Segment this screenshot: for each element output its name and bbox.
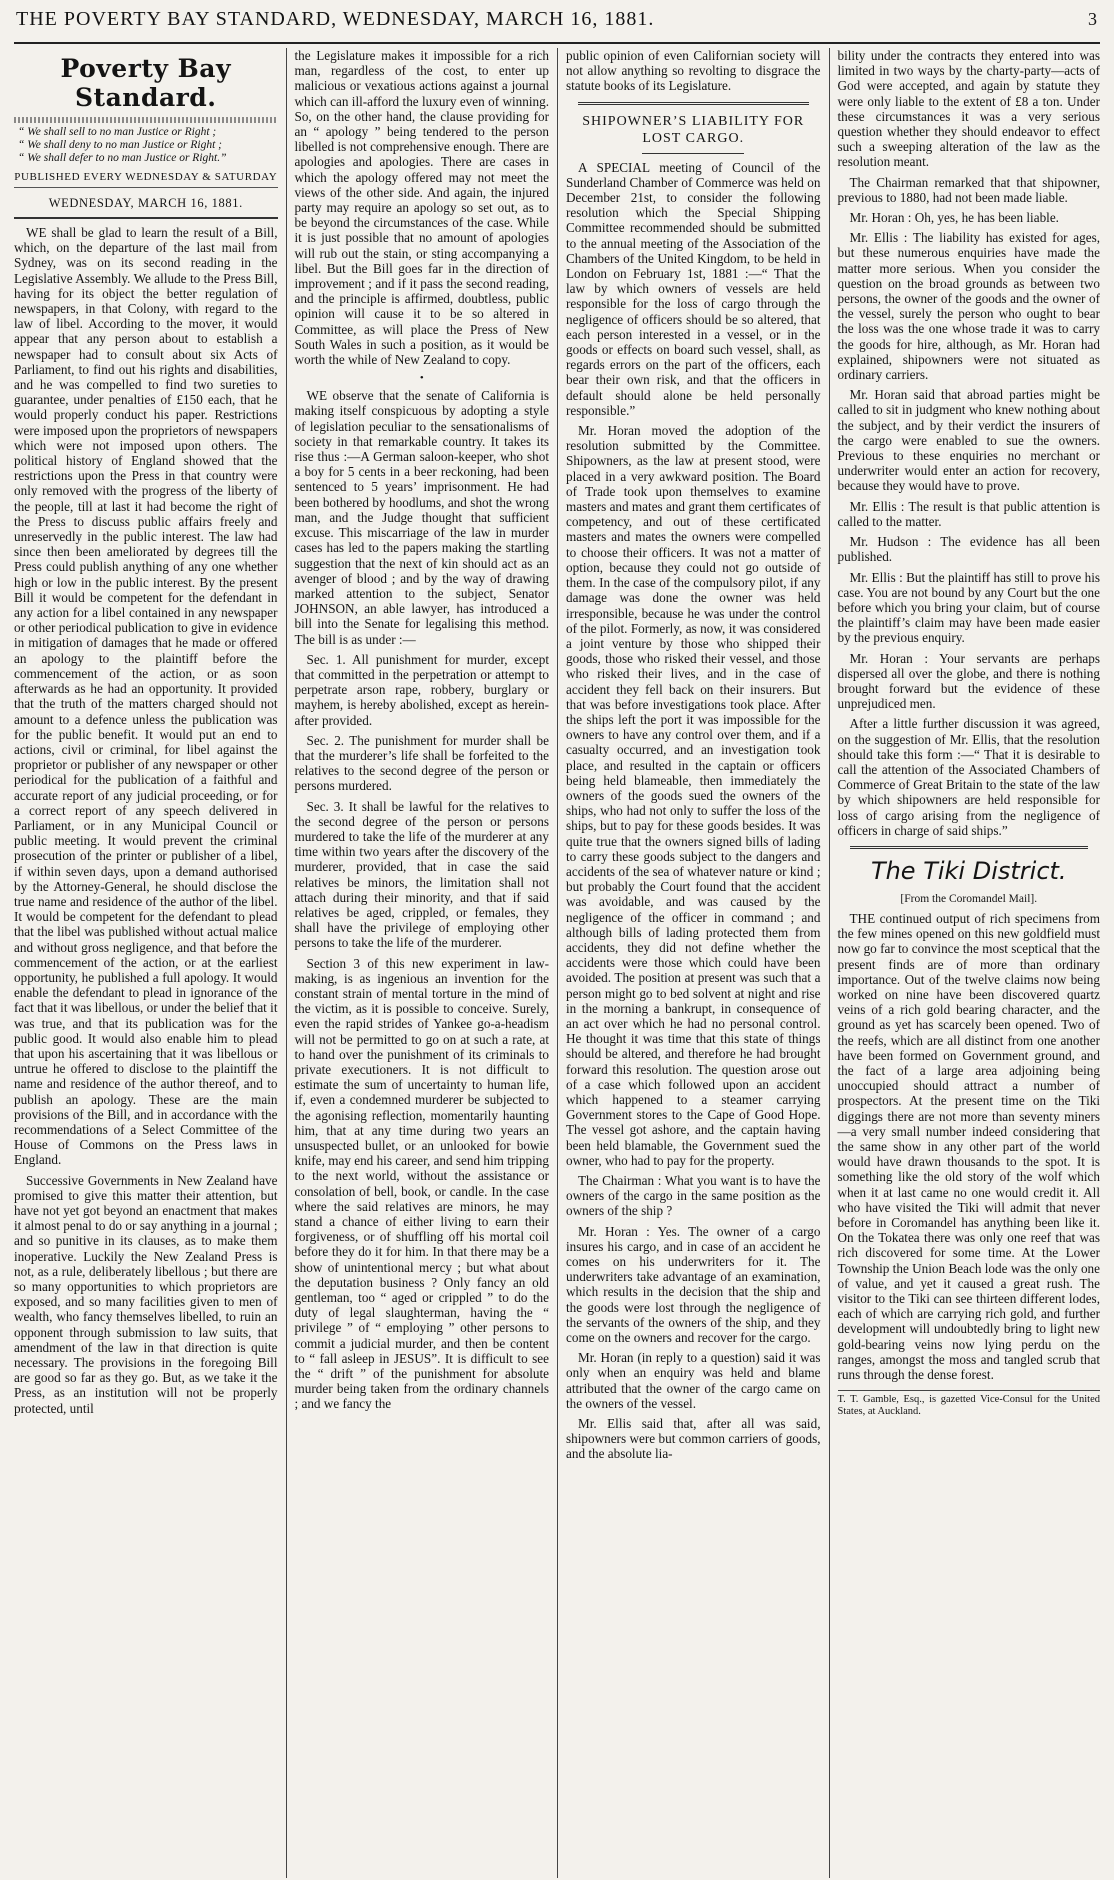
article-paragraph: Mr. Ellis said that, after all was said, shipowners were but common carriers of goods, and the absolute lia- bbox=[566, 1416, 821, 1462]
article-paragraph: After a little further discussion it was agreed, on the suggestion of Mr. Ellis, that the resolution should take this form :—“ That it is desirable to call the attention of the Associated Chambers of Commerce of Great Britain to the state of the law by which shipowners are held responsible for loss of cargo arising from the negligence of officers in charge of said ships.” bbox=[837, 716, 1100, 838]
bill-section: Sec. 2. The punishment for murder shall be that the murderer’s life shall be forfeited to the relatives to the second degree of the person or persons murdered. bbox=[294, 732, 549, 794]
bill-section: Sec. 1. All punishment for murder, except that committed in the perpetration or attempt to perpetrate arson rape, robbery, burglary or mayhem, is hereby abolished, except as herein-after provided. bbox=[294, 651, 549, 728]
columns bbox=[14, 48, 1100, 1878]
article-paragraph: Mr. Horan : Oh, yes, he has been liable. bbox=[849, 210, 1059, 226]
article-paragraph: Successive Governments in New Zealand have promised to give this matter their attention, but have not yet got beyond an enactment that makes it almost penal to do or say anything in a journal ; and so punitive in its clauses, as to make them inoperative. Luckily the New Zealand Press is not, as a rule, deliberately libellous ; but there are so many opportunities to which proprietors are exposed, and so many facilities given to men of wealth, who fancy themselves libelled, to ruin an opponent through submission to law suits, that amendment of the law in that direction is quite necessary. The provisions in the foregoing Bill are good so far as they go. But, as we take it the Press, as an institution will not be properly protected, until bbox=[14, 1172, 278, 1416]
publication-schedule: PUBLISHED EVERY WEDNESDAY & SATURDAY bbox=[14, 171, 278, 188]
article-heading: SHIPOWNER’S LIABILITY FOR LOST CARGO. bbox=[582, 113, 805, 146]
masthead-title: Poverty Bay Standard. bbox=[60, 54, 232, 112]
article-paragraph: The Chairman remarked that that shipowner, previous to 1880, had not been made liable. bbox=[837, 174, 1100, 205]
heading-rule bbox=[642, 153, 744, 154]
section-divider-icon: • bbox=[419, 372, 424, 385]
article-paragraph: Mr. Ellis : The result is that public attention is called to the matter. bbox=[837, 498, 1100, 529]
article-paragraph: Section 3 of this new experiment in law-making, is as ingenious an invention for the constant strain of mental torture in the mind of the victim, as it is possible to conceive. Surely, even the rapid strides of Yankee go-a-headism will not be permitted to go on at such a rate, at to hand over the punishment of its criminals to private executioners. It is not difficult to estimate the sum of uncertainty to human life, if, even a condemned murderer be subjected to the agonising reflection, momentarily haunting him, that at any time during two years an unsuspected bullet, or an unlooked for bowie knife, may end his career, and send him tripping to the next world, without the assistance or consolation of bell, book, or candle. In the case where the said relatives are minors, he may stand a chance of either living to earn their forgiveness, or of shuffling off his mortal coil before they do it for him. In that there may be a show of unintentional mercy ; but what about the deputation business ? Only fancy an old gentleman, too “ aged or crippled ” to do the duty of legal slaughterman, having the “ privilege ” of “ employing ” other persons to commit a judicial murder, and then be content to “ fall asleep in JESUS”. It is difficult to see the “ drift ” of the punishment for absolute murder being taken from the ordinary channels ; and we fancy the bbox=[294, 955, 549, 1412]
motto-line: “ We shall deny to no man Justice or Right ; bbox=[18, 139, 222, 151]
masthead bbox=[14, 48, 278, 219]
dateline: WEDNESDAY, MARCH 16, 1881. bbox=[14, 188, 278, 219]
article-paragraph: Mr. Horan : Your servants are perhaps dispersed all over the globe, and there is nothing brought forward but the evidence of these unprejudiced men. bbox=[837, 650, 1100, 712]
running-head bbox=[14, 8, 1100, 44]
article-paragraph: WE observe that the senate of California is making itself conspicuous by adopting a style of legislation peculiar to the sensationalisms of society in that remarkable country. It takes its rise thus :—A German saloon-keeper, who shot a boy for 5 cents in a beer reckoning, had been sentenced to 5 years’ imprisonment. He had been bothered by hoodlums, and shot the wrong man, and the Judge thought that sufficient excuse. This miscarriage of the law in murder cases has led to the papers making the startling suggestion that the next of kin should act as an avenger of blood ; and by the way of drawing marked attention to the subject, Senator JOHNSON, an able lawyer, has introduced a bill into the Senate for legalising this method. The bill is as under :— bbox=[294, 388, 549, 647]
article-paragraph: Mr. Ellis : But the plaintiff has still to prove his case. You are not bound by any Court but the one before which you bring your claim, but of course the plaintiff’s claim may have been made easier by the previous enquiry. bbox=[837, 569, 1100, 646]
article-paragraph: the Legislature makes it impossible for a rich man, regardless of the cost, to enter up malicious or vexatious actions against a journal which can ill-afford the luxury even of winning. So, on the other hand, the clause providing for an “ apology ” being tendered to the person libelled is not comprehensive enough. There are apologies and apologies. There are cases in which the apology offered may not meet the views of the other side. And again, the injured party may require an apology so set out, as to be beyond the circumstances of the case. While it is just possible that no amount of apologies will rub out the stain, or sting accompanying a libel. But the Bill goes far in the direction of improvement ; and if it pass the second reading, and the principle is affirmed, doubtless, public opinion will cause it to be so altered in Committee, as will place the Press of New South Wales in such a position, as it would be worth the while of New Zealand to copy. bbox=[294, 48, 549, 368]
article-paragraph: THE continued output of rich specimens from the few mines opened on this new goldfield must now go far to convince the most sceptical that the present finds are of more than ordinary importance. Out of the twelve claims now being worked on nine have been discovered quartz veins of a rich gold bearing character, and the ground as yet has scarcely been opened. Two of the reefs, which are all distinct from one another have been formed on Government ground, and the fact of a large area adjoining being unoccupied should attract a number of prospectors. At the present time on the Tiki diggings there are not more than seventy miners—a very small number indeed considering that the same show in any other part of the world would have drawn thousands to the spot. It is something like the old story of the wolf which when it at last came no one would credit it. All who have visited the Tiki will admit that never before in Coromandel has anything been like it. On the Tokatea there was only one reef that was rich discovered for some time. At the Lower Township the Union Beach lode was the only one of value, and yet it caused a great rush. The visitor to the Tiki can see thirteen different lodes, each of which are carrying rich gold, and further development will undoubtedly bring to light new gold-bearing veins now lying perdu on the ranges, amongst the moss and tangled scrub that runs through the dense forest. bbox=[837, 910, 1100, 1383]
column-4 bbox=[829, 48, 1101, 1878]
bill-section: Sec. 3. It shall be lawful for the relatives to the second degree of the person or persons murdered to take the life of the murderer at any time within two years after the discovery of the murderer, provided, that in case the said relatives be minors, the limitation shall not attach during their minority, and that if said relatives be aged, crippled, or females, they shall have the privilege of employing other persons to take the life of the murderer. bbox=[294, 798, 549, 951]
page-number: 3 bbox=[1088, 9, 1098, 29]
article-paragraph: Mr. Hudson : The evidence has all been published. bbox=[837, 534, 1100, 565]
running-head-title: THE POVERTY BAY STANDARD, WEDNESDAY, MARCH 16, 1881. bbox=[16, 8, 655, 30]
article-paragraph: Mr. Horan said that abroad parties might be called to sit in judgment who knew nothing about the subject, and by their verdict the insurers of the cargo were enabled to sue the owners. Previous to these enquiries no merchant or underwriter would enter an action for recovery, because they would have to prove. bbox=[837, 387, 1100, 494]
column-3 bbox=[557, 48, 829, 1878]
section-rule bbox=[850, 846, 1089, 849]
footnote: T. T. Gamble, Esq., is gazetted Vice-Consul for the United States, at Auckland. bbox=[838, 1390, 1101, 1418]
article-paragraph: Mr. Horan moved the adoption of the resolution submitted by the Committee. Shipowners, as the law at present stood, were placed in a very awkward position. The Board of Trade took upon themselves to examine masters and mates and grant them certificates of competency, and out of these certificated masters and mates the owners were compelled to choose their officers. It was not a matter of option, because they could not go outside of them. In the case of the compulsory pilot, if any damage was done the owner was held irresponsible, because he was under the control of the pilot. Formerly, as now, it was considered a joint venture by those who shipped their goods, those who risked their vessel, and those who risked their lives, and in the case of accident they fell back on their insurers. But that was before investigations took place. After the ships left the port it was impossible for the owners to have any control over them, and if a casualty occurred, and an investigation took place, and resulted in the captain or officers being held blameable, then immediately the owners of the goods sued the owners of the ships, who had not only to suffer the loss of the ships, but to pay for these goods besides. It was quite true that the owners signed bills of lading to carry these goods subject to the dangers and accidents of the sea of whatever nature or kind ; but probably the Court found that the accident was avoidable, and was caused by the negligence of the officer in command ; and although bills of lading protected them from accidents, they did not define whether the accidents were those which could have been avoided. The position at present was such that a person might go to bed solvent at night and rise in the morning a bankrupt, in consequence of an act over which he had no personal control. He thought it was time that this state of things should be altered, and therefore he had brought forward this resolution. The question arose out of a case which followed upon an accident which happened to a steamer carrying Government stores to the Cape of Good Hope. The vessel got ashore, and the captain having been held blamable, the Government sued the owner, who had to pay for the property. bbox=[566, 423, 821, 1168]
article-paragraph: Mr. Horan : Yes. The owner of a cargo insures his cargo, and in case of an accident he comes on his underwriters for it. The underwriters take advantage of an examination, which results in the decision that the ship and the goods were lost through the negligence of the servants of the owners of the ship, and they come on the owners and recover for the cargo. bbox=[566, 1223, 821, 1346]
section-rule bbox=[578, 102, 809, 105]
article-paragraph: WE shall be glad to learn the result of a Bill, which, on the departure of the last mail from Sydney, was on its second reading in the Legislative Assembly. We allude to the Press Bill, having for its object the better regulation of newspapers, in that Colony, with regard to the law of libel. According to the mover, it would appear that any person about to establish a newspaper had to consult about six Acts of Parliament, to find out his rights and disabilities, and he was compelled to find two sureties to guarantee, under penalties of £150 each, that he would properly conduct his paper. Restrictions were imposed upon the proprietors of newspapers which were not imposed upon others. The political history of England showed that the restrictions upon the Press in that country were only removed with the progress of the liberty of the people, till at last it had become the right of the Press to discuss public affairs freely and unreservedly in the public interest. The law had since then been ameliorated by degrees till the Press could publish anything of any one whether high or low in the public interest. By the present Bill it would be competent for the defendant in any action for a libel contained in any newspaper or other periodical publication to give in evidence in mitigation of damages that he made or offered an apology to the plaintiff before the commencement of the action, or as soon afterwards as he had an opportunity. It provided that the truth of the matters charged should not amount to a defence unless the publication was for the public benefit. It would put an end to actions, civil or criminal, for libel against the proprietor or publisher of any newspaper or other periodical for the publication of a faithful and accurate report of any judicial proceeding, or for a correct report of any speech delivered in Parliament, or in any Municipal Council or public meeting. It would prevent the criminal prosecution of the printer or publisher of a libel, if within seven days, upon a demand authorised by the Attorney-General, he should disclose the true name and residence of the author of the libel. It would be competent for the defendant to plead that the libel was published without actual malice and without gross negligence, and that before the commencement of the action, or at the earliest opportunity, he published a full apology. It would enable the defendant to plead in ignorance of the fact that it was libellous, or under the belief that it was true, and that its publication was for the public good. It would also enable him to plead that upon his ascertaining that it was libellous or untrue he offered to disclose to the plaintiff the name and residence of the author thereof, and to publish an apology. These are the main provisions of the Bill, and in accordance with the recommendations of a Select Committee of the House of Commons on the Press laws in England. bbox=[14, 225, 278, 1168]
article-paragraph: bility under the contracts they entered into was limited in two ways by the charty-party—acts of God were accepted, and again by statute they were only liable to the extent of £8 a ton. Under these circumstances it was a very serious question whether they should endeavor to effect such a sweeping alteration of the law as the resolution meant. bbox=[837, 48, 1100, 170]
column-2 bbox=[286, 48, 558, 1878]
column-1 bbox=[14, 48, 286, 1878]
article-paragraph: The Chairman : What you want is to have the owners of the cargo in the same position as the owners of the ship ? bbox=[566, 1173, 821, 1219]
article-paragraph: A SPECIAL meeting of Council of the Sunderland Chamber of Commerce was held on December 21st, to consider the following resolution which the Special Shipping Committee recommended should be submitted to the annual meeting of the Association of the Chambers of the United Kingdom, to be held in London on February 1st, 1881 :—“ That the law by which owners of vessels are held responsible for the loss of cargo through the negligence of officers should be so altered, that each person interested in a vessel, or in the goods or effects on board such vessel, shall, as regards errors on the part of the officers, each bear their own risk, and that the officers in default should alone be held personally responsible.” bbox=[566, 159, 821, 418]
source-credit: [From the Coromandel Mail]. bbox=[900, 892, 1038, 905]
motto-line: “ We shall sell to no man Justice or Right ; bbox=[18, 126, 217, 138]
article-paragraph: Mr. Ellis : The liability has existed for ages, but these numerous enquiries have made the matter more serious. When you consider the question on the broad grounds as between two persons, the owner of the goods and the owner of the vessel, surely the person who ought to bear the loss was the one whose trade it was to carry the goods for hire, although, as Mr. Horan had explained, shipowners were not situated as ordinary carriers. bbox=[837, 230, 1100, 383]
article-paragraph: Mr. Horan (in reply to a question) said it was only when an enquiry was held and blame attributed that the owner of the cargo came on the owners of the vessel. bbox=[566, 1350, 821, 1411]
motto-line: “ We shall defer to no man Justice or Right.” bbox=[18, 152, 227, 164]
section-title: The Tiki District. bbox=[870, 856, 1067, 885]
wavy-rule bbox=[14, 117, 278, 123]
article-paragraph: public opinion of even Californian society will not allow anything so revolting to disgrace the statute books of its Legislature. bbox=[566, 48, 821, 94]
